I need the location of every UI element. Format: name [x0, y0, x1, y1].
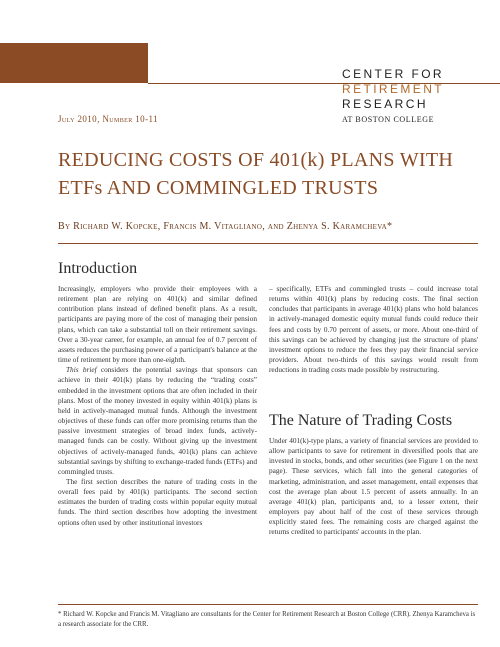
author-byline: By Richard W. Kopcke, Francis M. Vitagliano, and Zhenya S. Karamcheva*	[58, 221, 393, 232]
brief-emphasis: This brief	[66, 365, 97, 375]
header-rule	[148, 83, 500, 84]
trading-costs-paragraph-1: Under 401(k)-type plans, a variety of financial services are provided to allow participants to save for retirement in diversified pools that are invested in stocks, bonds, and other securities (see Figure 1 on the next page). These services, which fall into the general categories of marketing, administration, and asset management, entail expenses that cost the average plan about 1.5 percent of assets annually. In an average 401(k) plan, participants and, to a lesser extent, their employers pay about half of the cost of these services through explicitly stated fees. The remaining costs are charged against the returns credited to participants' accounts in the plan.	[269, 436, 478, 537]
logo-line-boston-college: AT BOSTON COLLEGE	[342, 115, 435, 124]
byline-divider	[58, 243, 478, 244]
right-column-top	[269, 284, 478, 375]
title-line-1: REDUCING COSTS OF 401(k) PLANS WITH	[58, 149, 454, 171]
logo-line-research: RESEARCH	[342, 97, 428, 111]
intro-paragraph-1: Increasingly, employers who provide their employees with a retirement plan are relying on 401(k) and similar defined contribution plans instead of defined benefit plans. As a result, participants are paying more of the cost of managing their pension plans, which can take a substantial toll on their retirement savings. Over a 30-year career, for example, an annual fee of 0.7 percent of assets reduces the purchasing power of a participant's balance at the time of retirement by more than one-eighth.	[58, 284, 257, 365]
right-column-bottom	[269, 436, 478, 538]
issue-date: July 2010, Number 10-11	[58, 114, 158, 124]
intro-paragraph-2-text: considers the potential savings that sponsors can achieve in their 401(k) plans by reducing the “trading costs” embedded in the investment options that are often included in their plans. Most of the money invested in equity within 401(k) plans is held in actively-managed mutual funds. Although the investment objectives of these funds can offer more promising returns than the passive investment strategies of broad index funds, actively-managed funds can be costly. Without giving up the investment objectives of actively-managed funds, 401(k) plans can achieve substantial savings by shifting to exchange-traded funds (ETFs) and commingled trusts.	[58, 365, 257, 476]
intro-paragraph-2	[58, 365, 257, 477]
logo-line-center-for: CENTER FOR	[342, 67, 444, 81]
author-footnote: * Richard W. Kopcke and Francis M. Vitagliano are consultants for the Center for Retirement Research at Boston College (CRR). Zhenya Karamcheva is a research associate for the CRR.	[58, 611, 476, 628]
left-column	[58, 284, 257, 528]
logo-line-retirement: RETIREMENT	[342, 82, 444, 96]
page-title	[58, 146, 478, 202]
intro-paragraph-4: – specifically, ETFs and commingled trusts – could increase total returns within 401(k) plans by reducing costs. The final section concludes that participants in average 401(k) plans who hold balances in actively-managed domestic equity mutual funds could reduce their fees and costs by 0.70 percent of assets, or more. About one-third of this savings can be achieved by changing just the structure of plans' investment options to reduce the fees they pay their financial service providers. About two-thirds of this savings would result from reductions in trading costs made possible by restructuring.	[269, 284, 478, 375]
crr-logo	[342, 67, 444, 127]
footnote-divider	[58, 604, 478, 605]
trading-costs-heading: The Nature of Trading Costs	[269, 412, 453, 429]
intro-paragraph-3: The first section describes the nature of trading costs in the overall fees paid by 401(k) participants. The second section estimates the burden of trading costs within popular equity mutual funds. The third section describes how adopting the investment options often used by other institutional investors	[58, 476, 257, 527]
title-line-2: ETFs AND COMMINGLED TRUSTS	[58, 177, 379, 199]
introduction-heading: Introduction	[58, 260, 138, 277]
header-color-bar	[0, 43, 148, 83]
